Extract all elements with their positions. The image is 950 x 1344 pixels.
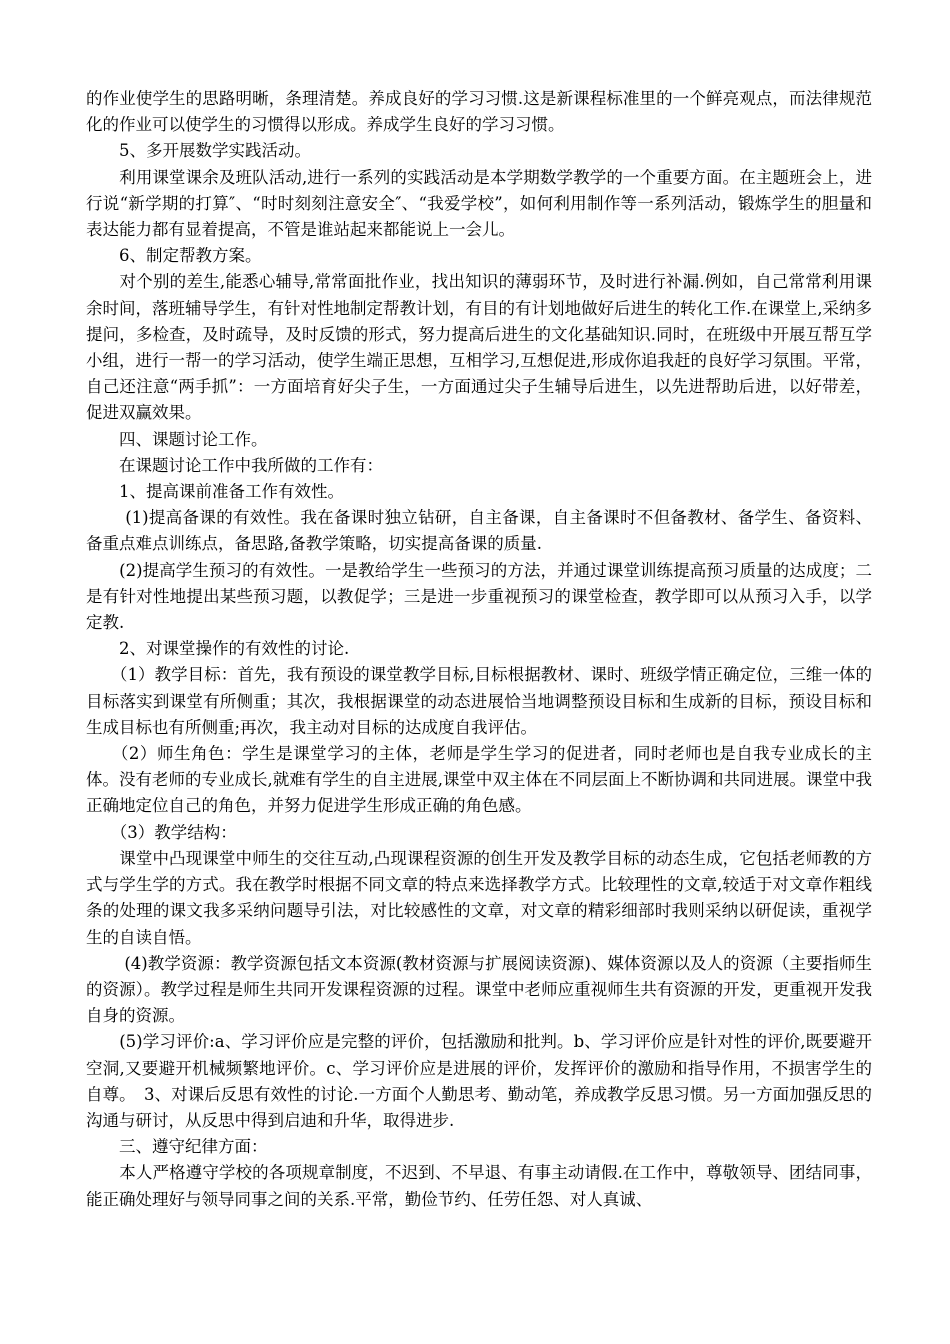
heading-teaching-structure: （3）教学结构： — [86, 822, 237, 842]
paragraph-practice-activities: 利用课堂课余及班队活动,进行一系列的实践活动是本学期数学教学的一个重要方面。在主题班会上，进行说“新学期的打算″、“时时刻刻注意安全″、“我爱学校”，如何利用制作等一系列活动，锻炼学生的胆量和表达能力都有显着提高，不管是谁站起来都能说上一会儿。 — [86, 167, 872, 240]
heading-practice-activities: 5、多开展数学实践活动。 — [86, 141, 311, 161]
paragraph-roles: （2）师生角色：学生是课堂学习的主体，老师是学生学习的促进者，同时老师也是自我专业成长的主体。没有老师的专业成长,就难有学生的自主进展,课堂中双主体在不同层面上不断协调和共同进展。课堂中我正确地定位自己的角色，并努力促进学生形成正确的角色感。 — [86, 744, 872, 816]
paragraph-research-intro: 在课题讨论工作中我所做的工作有： — [86, 455, 383, 475]
heading-discipline: 三、遵守纪律方面： — [86, 1137, 268, 1157]
paragraph-discipline: 本人严格遵守学校的各项规章制度，不迟到、不早退、有事主动请假.在工作中，尊敬领导、团结同事，能正确处理好与领导同事之间的关系.平常，勤俭节约、任劳任怨、对人真诚、 — [86, 1163, 872, 1209]
paragraph-teaching-resources: (4)教学资源：教学资源包括文本资源(教材资源与扩展阅读资源)、媒体资源以及人的资源（主要指师生的资源）。教学过程是师生共同开发课程资源的过程。课堂中老师应重视师生共有资源的开发，更重视开发我自身的资源。 — [86, 953, 872, 1026]
heading-preparation-effectiveness: 1、提高课前准备工作有效性。 — [86, 482, 344, 502]
heading-research-work: 四、课题讨论工作。 — [86, 429, 268, 449]
paragraph-homework-habits: 的作业使学生的思路明晰，条理清楚。养成良好的学习习惯.这是新课程标准里的一个鲜亮观点，而法律规范化的作业可以使学生的习惯得以形成。养成学生良好的学习习惯。 — [86, 89, 872, 135]
heading-classroom-operation: 2、对课堂操作的有效性的讨论. — [86, 639, 350, 659]
paragraph-lesson-prep: (1)提高备课的有效性。我在备课时独立钻研，自主备课，自主备课时不但备教材、备学生、备资料、备重点难点训练点，备思路,备教学策略，切实提高备课的质量. — [86, 508, 872, 554]
heading-tutoring-plan: 6、制定帮教方案。 — [86, 246, 262, 266]
document-page — [86, 86, 872, 1213]
paragraph-preview: (2)提高学生预习的有效性。一是教给学生一些预习的方法，并通过课堂训练提高预习质量的达成度；二是有针对性地提出某些预习题，以教促学；三是进一步重视预习的课堂检查，教学即可以从预习入手，以学定教. — [86, 560, 872, 633]
paragraph-tutoring-plan: 对个别的差生,能悉心辅导,常常面批作业，找出知识的薄弱环节，及时进行补漏.例如，自己常常利用课余时间，落班辅导学生，有针对性地制定帮教计划，有目的有计划地做好后进生的转化工作.在课堂上,采纳多提问，多检查，及时疏导，及时反馈的形式，努力提高后进生的文化基础知识.同时，在班级中开展互帮互学小组，进行一帮一的学习活动，使学生端正思想，互相学习,互想促进,形成你追我赶的良好学习氛围。平常，自己还注意“两手抓”：一方面培育好尖子生，一方面通过尖子生辅导后进生，以先进帮助后进，以好带差，促进双赢效果。 — [86, 272, 872, 423]
paragraph-learning-evaluation: (5)学习评价:a、学习评价应是完整的评价，包括激励和批判。b、学习评价应是针对性的评价,既要避开空洞,又要避开机械频繁地评价。c、学习评价应是进展的评价，发挥评价的激励和指导作用，不损害学生的自尊。 3、对课后反思有效性的讨论.一方面个人勤思考、勤动笔，养成教学反思习惯。另一方面加强反思的沟通与研讨，从反思中得到启迪和升华，取得进步. — [86, 1032, 872, 1130]
paragraph-teaching-structure: 课堂中凸现课堂中师生的交往互动,凸现课程资源的创生开发及教学目标的动态生成，它包括老师教的方式与学生学的方式。我在教学时根据不同文章的特点来选择教学方式。比较理性的文章,较适于对文章作粗线条的处理的课文我多采纳问题导引法，对比较感性的文章，对文章的精彩细部时我则采纳以研促读，重视学生的自读自悟。 — [86, 848, 872, 947]
paragraph-teaching-goals: （1）教学目标：首先，我有预设的课堂教学目标,目标根据教材、课时、班级学情正确定位，三维一体的目标落实到课堂有所侧重；其次，我根据课堂的动态进展恰当地调整预设目标和生成新的目标，预设目标和生成目标也有所侧重;再次，我主动对目标的达成度自我评估。 — [86, 665, 872, 737]
